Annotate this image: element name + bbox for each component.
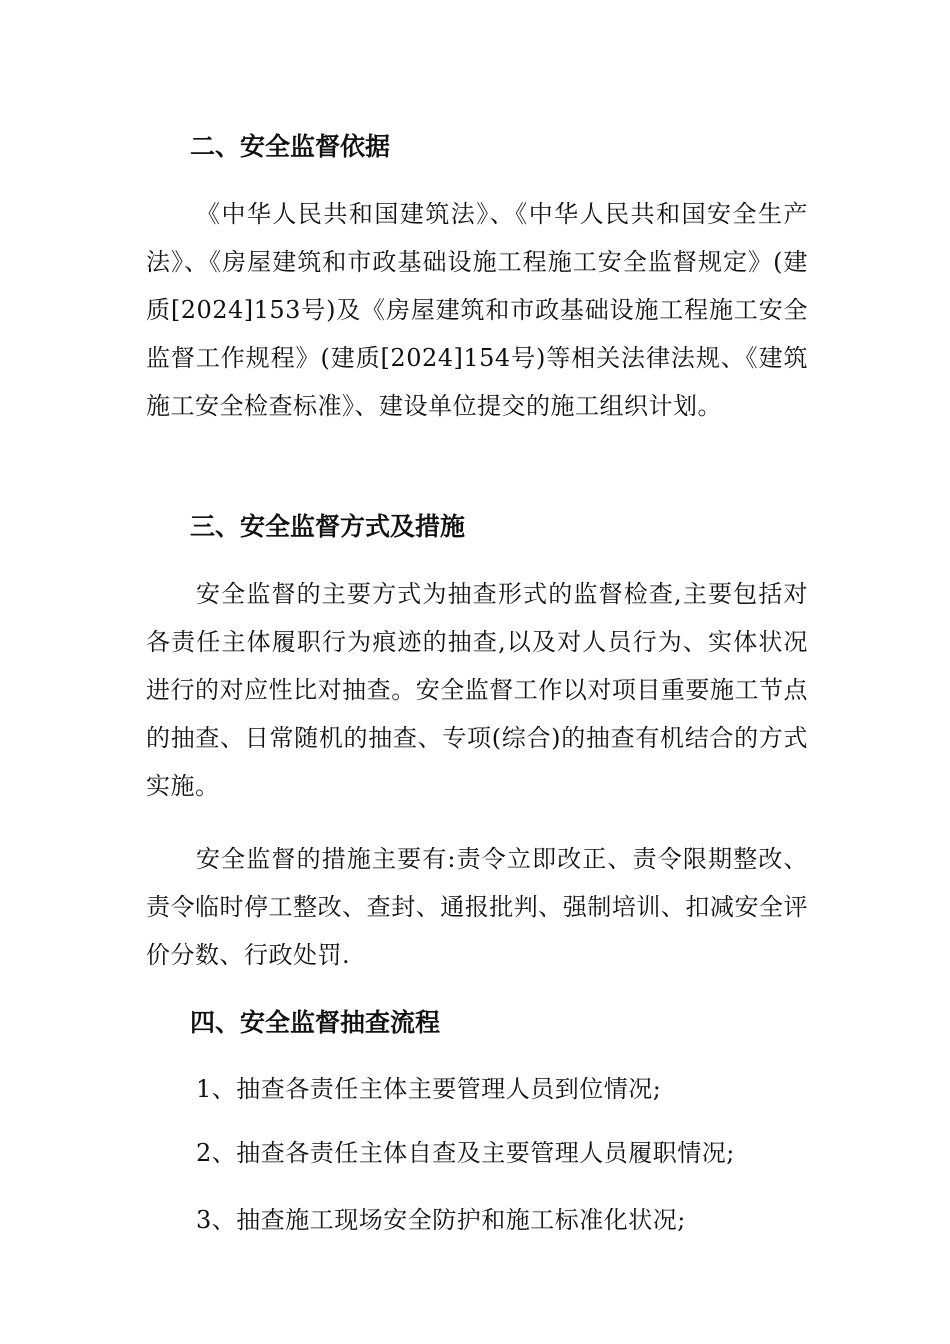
section-heading-basis: 二、安全监督依据 xyxy=(190,132,391,161)
section-heading-methods: 三、安全监督方式及措施 xyxy=(190,512,466,541)
section-heading-process: 四、安全监督抽查流程 xyxy=(190,1008,441,1037)
paragraph-measures: 安全监督的措施主要有:责令立即改正、责令限期整改、责令临时停工整改、查封、通报批判、强制培训、扣减安全评价分数、行政处罚. xyxy=(146,845,808,969)
process-list-item: 1、抽查各责任主体主要管理人员到位情况; xyxy=(196,1075,662,1103)
process-list-item: 2、抽查各责任主体自查及主要管理人员履职情况; xyxy=(196,1139,735,1167)
paragraph-methods: 安全监督的主要方式为抽查形式的监督检查,主要包括对各责任主体履职行为痕迹的抽查,以及对人员行为、实体状况进行的对应性比对抽查。安全监督工作以对项目重要施工节点的抽查、日常随机的抽查、专项(综合)的抽查有机结合的方式实施。 xyxy=(146,580,808,800)
paragraph-basis: 《中华人民共和国建筑法》、《中华人民共和国安全生产法》、《房屋建筑和市政基础设施工程施工安全监督规定》(建质[2024]153号)及《房屋建筑和市政基础设施工程施工安全监督工作规程》(建质[2024]154号)等相关法律法规、《建筑施工安全检查标准》、建设单位提交的施工组织计划。 xyxy=(146,200,808,420)
process-list-item: 3、抽查施工现场安全防护和施工标准化状况; xyxy=(196,1206,686,1234)
